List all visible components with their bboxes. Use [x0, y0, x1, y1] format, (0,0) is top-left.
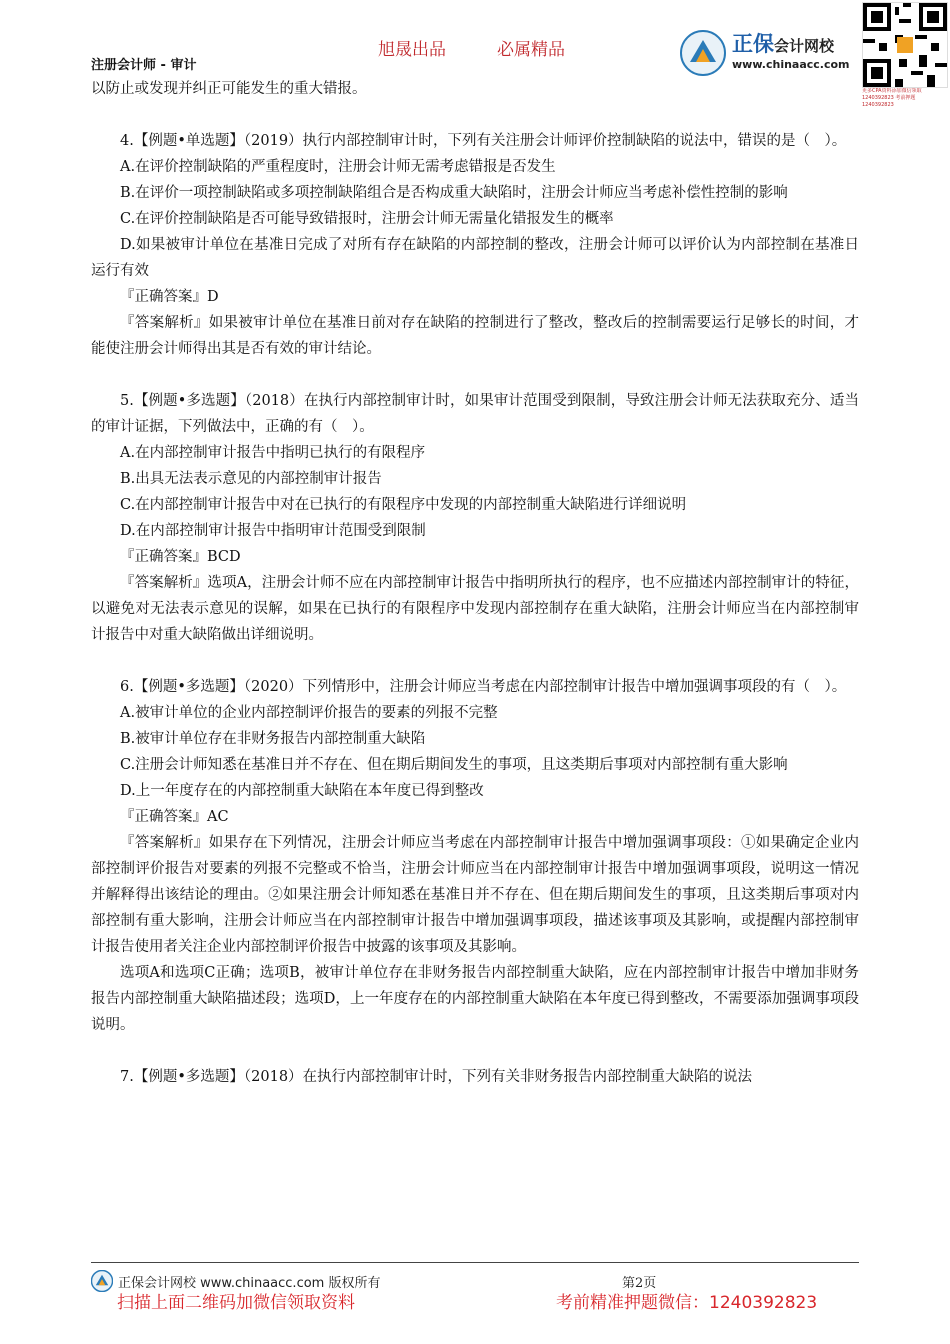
qr-note: 更多CPA资料添加微信领取 1240392823 考前押题 1240392823 [862, 88, 922, 108]
logo-emblem-icon [680, 30, 726, 76]
q5-stem: 5.【例题•多选题】（2018）在执行内部控制审计时，如果审计范围受到限制，导致注册会计师无法获取充分、适当的审计证据，下列做法中，正确的有（ ）。 [91, 393, 859, 435]
q6-option-b: B.被审计单位存在非财务报告内部控制重大缺陷 [120, 731, 426, 747]
q4-stem: 4.【例题•单选题】（2019）执行内部控制审计时，下列有关注册会计师评价控制缺陷的说法中，错误的是（ ）。 [120, 133, 847, 149]
chinaacc-logo [680, 28, 860, 78]
q5-option-b: B.出具无法表示意见的内部控制审计报告 [120, 471, 382, 487]
footer-divider [91, 1262, 859, 1263]
q5-option-d: D.在内部控制审计报告中指明审计范围受到限制 [120, 523, 426, 539]
q5-answer: 『正确答案』BCD [120, 549, 241, 565]
document-body [91, 76, 859, 1090]
logo-brand: 正保 [732, 32, 774, 56]
q4-option-a: A.在评价控制缺陷的严重程度时，注册会计师无需考虑错报是否发生 [120, 159, 556, 175]
q6-stem: 6.【例题•多选题】（2020）下列情形中，注册会计师应当考虑在内部控制审计报告中增加强调事项段的有（ ）。 [120, 679, 847, 695]
logo-url: www.chinaacc.com [732, 58, 850, 71]
promo-left: 扫描上面二维码加微信领取资料 [117, 1293, 355, 1313]
page-number: 第2页 [622, 1276, 657, 1291]
q6-analysis-continued: 选项A和选项C正确；选项B，被审计单位存在非财务报告内部控制重大缺陷，应在内部控制审计报告中增加非财务报告内部控制重大缺陷描述段；选项D，上一年度存在的内部控制重大缺陷在本年度已得到整改，不需要添加强调事项段说明。 [91, 965, 859, 1033]
slogan-right: 必属精品 [497, 40, 565, 60]
q4-option-d: D.如果被审计单位在基准日完成了对所有存在缺陷的内部控制的整改，注册会计师可以评价认为内部控制在基准日运行有效 [91, 237, 859, 279]
q4-analysis: 『答案解析』如果被审计单位在基准日前对存在缺陷的控制进行了整改，整改后的控制需要运行足够长的时间，才能使注册会计师得出其是否有效的审计结论。 [91, 315, 859, 357]
q6-option-c: C.注册会计师知悉在基准日并不存在、但在期后期间发生的事项，且这类期后事项对内部控制有重大影响 [120, 757, 788, 773]
q6-analysis: 『答案解析』如果存在下列情况，注册会计师应当考虑在内部控制审计报告中增加强调事项段：①如果确定企业内部控制评价报告对要素的列报不完整或不恰当，注册会计师应当在内部控制审计报告中增加强调事项段，说明这一情况并解释得出该结论的理由。②如果注册会计师知悉在基准日并不存在、但在期后期间发生的事项，且这类期后事项对内部控制有重大影响，注册会计师应当在内部控制审计报告中增加强调事项段，描述该事项及其影响，或提醒内部控制审计报告使用者关注企业内部控制评价报告中披露的该事项及其影响。 [91, 835, 859, 955]
q5-analysis: 『答案解析』选项A，注册会计师不应在内部控制审计报告中指明所执行的程序，也不应描述内部控制审计的特征，以避免对无法表示意见的误解，如果在已执行的有限程序中发现内部控制存在重大缺陷，注册会计师应当在内部控制审计报告中对重大缺陷做出详细说明。 [91, 575, 859, 643]
slogan-left: 旭晟出品 [378, 40, 446, 60]
q6-answer: 『正确答案』AC [120, 809, 229, 825]
subject-title: 注册会计师 - 审计 [91, 58, 197, 73]
q5-option-a: A.在内部控制审计报告中指明已执行的有限程序 [120, 445, 426, 461]
q5-option-c: C.在内部控制审计报告中对在已执行的有限程序中发现的内部控制重大缺陷进行详细说明 [120, 497, 687, 513]
promo-right: 考前精准押题微信：1240392823 [556, 1293, 818, 1313]
footer-logo-icon [91, 1270, 113, 1292]
q6-option-d: D.上一年度存在的内部控制重大缺陷在本年度已得到整改 [120, 783, 484, 799]
q4-option-c: C.在评价控制缺陷是否可能导致错报时，注册会计师无需量化错报发生的概率 [120, 211, 614, 227]
logo-site: 会计网校 [774, 37, 835, 55]
q4-option-b: B.在评价一项控制缺陷或多项控制缺陷组合是否构成重大缺陷时，注册会计师应当考虑补偿性控制的影响 [120, 185, 788, 201]
qr-code [862, 2, 948, 88]
q6-option-a: A.被审计单位的企业内部控制评价报告的要素的列报不完整 [120, 705, 498, 721]
q4-answer: 『正确答案』D [120, 289, 219, 305]
q7-stem: 7.【例题•多选题】（2018）在执行内部控制审计时，下列有关非财务报告内部控制重大缺陷的说法 [120, 1069, 753, 1085]
intro-line: 以防止或发现并纠正可能发生的重大错报。 [91, 81, 367, 97]
footer-copyright: 正保会计网校 www.chinaacc.com 版权所有 [118, 1276, 381, 1291]
